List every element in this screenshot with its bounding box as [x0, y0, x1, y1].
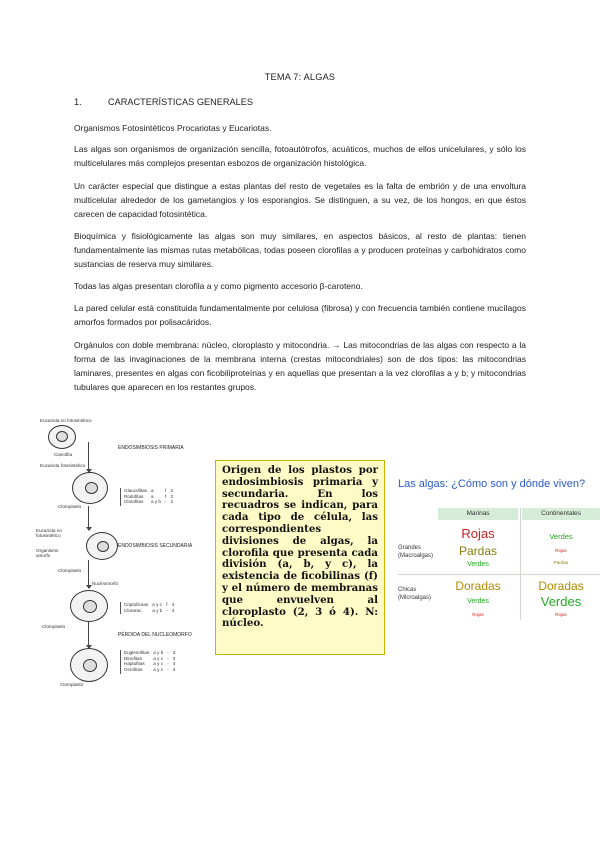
paragraph: Un carácter especial que distingue a estas plantas del resto de vegetales es la falta de embrión y de una envoltura multicelular alrededor de los gametangios y los esporangios. Se distinguen, a su vez, de los hongos, en que éstos carecen de capacidad fotosintética. — [74, 181, 526, 219]
paragraph: Todas las algas presentan clorofila a y como pigmento accesorio β-caroteno. — [74, 281, 363, 291]
cell-verdes: Verdes — [467, 598, 489, 605]
table-cell: a — [150, 493, 154, 499]
table-cell: a y b — [150, 499, 161, 504]
table-row — [122, 608, 176, 614]
arrow — [88, 442, 89, 470]
nucleus-drawing — [83, 600, 97, 613]
arrow — [88, 560, 89, 586]
paragraph: La pared celular está constituida fundamentalmente por celulosa (fibrosa) y con frecuencia también contiene mucílagos amorfos formados por polisacáridos. — [74, 303, 526, 327]
cell-drawing — [70, 590, 108, 622]
cell-rojas: Rojas — [555, 612, 567, 617]
diagram-label: Eucariota no fotosintético — [36, 528, 62, 538]
table-cell: 3 — [172, 650, 176, 655]
cell-rojas: Rojas — [555, 548, 567, 553]
section-heading — [74, 97, 253, 107]
table-cell: - — [164, 499, 167, 504]
diagram-label: Organismo amorfo — [36, 548, 59, 558]
table-cell: Rodofitas — [124, 493, 144, 499]
diagram-label: Eucariota fotosintético — [40, 463, 86, 468]
table-cell: 4 — [171, 602, 175, 607]
divider — [520, 508, 521, 620]
table-cell: Clorarac. — [124, 607, 143, 613]
table-cell: f — [164, 488, 167, 493]
cell-rojas: Rojas — [472, 612, 484, 617]
table-endo1 — [122, 488, 175, 505]
diagram-label: Cloroplasto — [58, 504, 82, 509]
section-number: 1. — [74, 97, 82, 107]
nucleus-drawing — [83, 659, 97, 672]
paragraph: Las algas son organismos de organización sencilla, fotoautótrofos, acuáticos, muchos de ellos unicelulares, y sólo los multicelulares más complejos presentan esbozos de organización histológica. — [74, 144, 526, 168]
table-cell: a y b — [152, 607, 163, 613]
cell-pardas: Pardas — [553, 560, 569, 565]
paragraph: Bioquímica y fisiológicamente las algas son muy similares, en aspectos básicos, al resto de plantas: tienen fundamentalmente las mismas rutas metabólicas, todas poseen clorofilas a y producen proteínas y carbohidratos como sustancias de reserva muy similares. — [74, 231, 526, 269]
table-cell: - — [167, 650, 169, 655]
table-cell: a y c — [153, 661, 163, 666]
table-cell: - — [167, 655, 169, 661]
paragraph: Organismos Fotosintéticos Procariotas y Eucariotas. — [74, 123, 272, 133]
diagram-label: Eucariota no fotosintético — [40, 418, 92, 423]
header-marinas: Marinas — [438, 508, 518, 520]
table-cell: 2 — [170, 499, 174, 504]
arrow — [88, 622, 89, 646]
diagram-label: Cloroplasto — [42, 624, 66, 629]
nucleus-drawing — [56, 431, 68, 442]
caption-box: Origen de los plastos por endosimbiosis primaria y secundaria. En los recuadros se indican, para cada tipo de célula, las correspondientes divisiones de algas, la clorofila que presenta cada división (a, b, y c), la existencia de ficobilinas (f) y el número de membranas que envuelven al cloroplasto (2, 3 ó 4). N: núcleo. — [215, 460, 385, 655]
table-cell: - — [166, 607, 168, 613]
table-cell: Euglenofitas — [124, 650, 150, 655]
table-cell: a y c — [153, 666, 163, 672]
table-cell: 4 — [172, 661, 176, 666]
stage-label: ENDOSIMBIOSIS SECUNDARIA — [118, 543, 193, 549]
table-cell: a — [150, 488, 154, 493]
table-cell: - — [167, 666, 169, 672]
panel-title: Las algas: ¿Cómo son y dónde viven? — [398, 478, 586, 490]
table-row — [122, 667, 177, 673]
table-cell: Ocrofitas — [124, 666, 143, 672]
arrow — [88, 506, 89, 528]
table-cell: a y c — [153, 655, 163, 661]
diagram-label: Cloroplasto — [58, 568, 82, 573]
table-cell: f — [164, 493, 167, 499]
nucleus-drawing — [97, 541, 109, 552]
table-cell: a y c — [152, 602, 162, 607]
diagram-label: Nucleomorfo — [92, 581, 119, 586]
cell-doradas: Doradas — [455, 579, 501, 593]
page-title: TEMA 7: ALGAS — [264, 72, 336, 82]
table-cell: Dinofitas — [124, 655, 142, 661]
bracket — [120, 650, 121, 674]
table-cell: Criptoficeas — [124, 602, 149, 607]
table-cell: f — [166, 602, 168, 607]
table-cell: Clorofitas — [124, 499, 144, 504]
cell-drawing — [72, 472, 108, 504]
bracket — [120, 602, 121, 614]
table-cell: 3 — [172, 655, 176, 661]
cell-verdes: Verdes — [467, 561, 489, 568]
table-cell: 2 — [170, 493, 174, 499]
algae-panel — [398, 478, 600, 624]
table-cell: 4 — [172, 666, 176, 672]
table-cell: Haptofitas — [124, 661, 145, 666]
table-cell: a y b — [153, 650, 164, 655]
table-endo2 — [122, 602, 176, 613]
table-cell: Glaucofitas — [124, 488, 147, 493]
bracket — [120, 488, 121, 506]
cell-drawing — [48, 425, 76, 449]
header-continentales: Continentales — [522, 508, 600, 520]
cell-doradas: Doradas — [538, 579, 584, 593]
row-grandes: Grandes (Macroalgas) — [398, 545, 434, 559]
cell-verdes: Verdes — [549, 532, 573, 541]
nucleus-drawing — [85, 482, 98, 494]
table-cell: - — [167, 661, 169, 666]
cell-drawing — [86, 532, 118, 560]
paragraph: Orgánulos con doble membrana: núcleo, cloroplasto y mitocondria. → Las mitocondrias de las algas con respecto a la forma de las invaginaciones de la membrana interna (crestas mitocondriales) son de dos tipos: las mitocondrias laminares, presentes en algas con ficobiliproteínas y en aquellas que presentan a la vez clorofilas a y b; y mitocondrias tubulares que aparecen en los restantes grupos. — [74, 340, 526, 392]
table-endo3 — [122, 650, 177, 672]
section-title: CARACTERÍSTICAS GENERALES — [108, 97, 253, 107]
diagram-label: Cianofita — [54, 452, 73, 457]
row-chicas: Chicas (Microalgas) — [398, 587, 432, 601]
table-cell: 2 — [170, 488, 174, 493]
table-row — [122, 499, 175, 505]
cell-drawing — [70, 648, 108, 682]
stage-label: ENDOSIMBIOSIS PRIMARIA — [118, 445, 184, 451]
diagram-label: Cloroplasto — [60, 682, 84, 687]
endosymbiosis-diagram — [36, 418, 215, 690]
cell-pardas: Pardas — [458, 544, 498, 558]
stage-label: PÉRDIDA DEL NUCLEOMORFO — [118, 632, 192, 638]
divider — [398, 574, 600, 575]
table-cell: 4 — [171, 607, 175, 613]
cell-rojas: Rojas — [461, 526, 495, 541]
cell-verdes: Verdes — [540, 594, 582, 609]
